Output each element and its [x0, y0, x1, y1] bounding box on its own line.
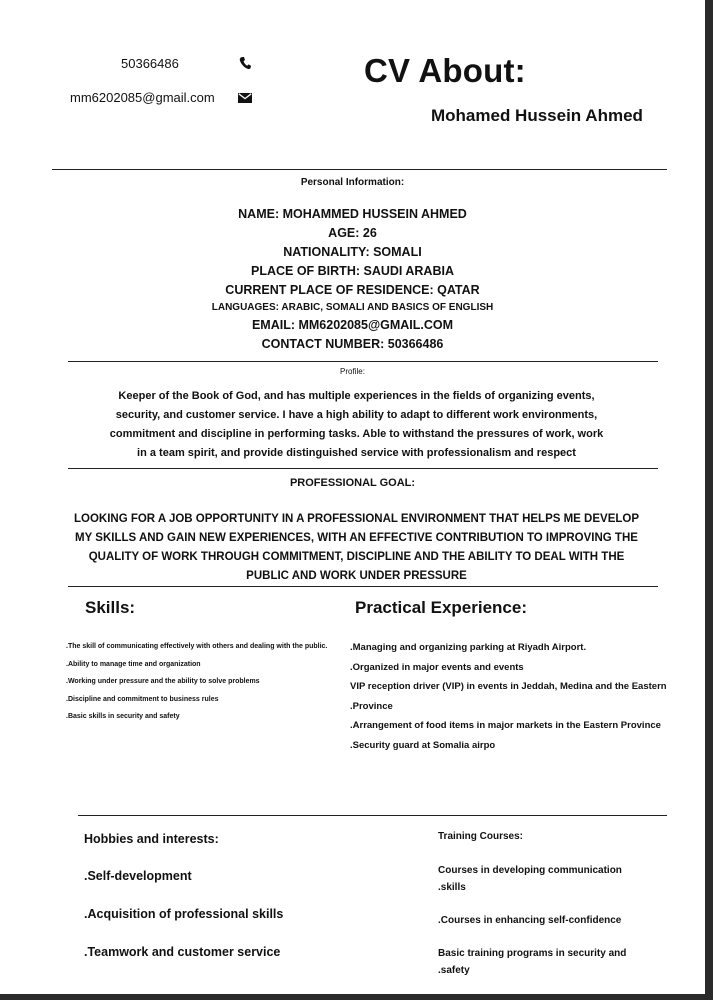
envelope-icon	[238, 93, 252, 103]
skills-list	[66, 638, 327, 726]
list-item: VIP reception driver (VIP) in events in Jeddah, Medina and the Eastern	[350, 681, 667, 692]
list-item: .Security guard at Somalia airpo	[350, 739, 496, 751]
personal-info-heading: Personal Information:	[300, 177, 405, 188]
list-item: .Discipline and commitment to business rules	[66, 695, 219, 703]
profile-heading: Profile:	[340, 367, 365, 376]
phone-number: 50366486	[121, 56, 179, 71]
goal-line: PUBLIC AND WORK UNDER PRESSURE	[246, 570, 467, 582]
list-item: .Courses in enhancing self-confidence	[438, 915, 622, 926]
goal-text	[0, 510, 705, 586]
list-item: .skills	[438, 882, 466, 893]
age-line: AGE: 26	[328, 226, 377, 240]
list-item: .Ability to manage time and organization	[66, 660, 201, 668]
list-item: .Teamwork and customer service	[84, 945, 281, 959]
training-list	[438, 862, 626, 979]
goal-line: QUALITY OF WORK THROUGH COMMITMENT, DISCIPLINE AND THE ABILITY TO DEAL WITH THE	[88, 551, 625, 563]
name-line: NAME: MOHAMMED HUSSEIN AHMED	[238, 207, 467, 221]
languages-line: LANGUAGES: ARABIC, SOMALI AND BASICS OF ENGLISH	[211, 302, 494, 313]
list-item: .Acquisition of professional skills	[84, 907, 284, 921]
list-item: .Basic skills in security and safety	[66, 713, 180, 720]
profile-text	[0, 387, 705, 463]
residence-line: CURRENT PLACE OF RESIDENCE: QATAR	[225, 283, 480, 297]
contact-line: CONTACT NUMBER: 50366486	[261, 337, 444, 351]
divider	[78, 815, 667, 816]
profile-line: security, and customer service. I have a high ability to adapt to different work environments,	[115, 409, 598, 421]
divider	[68, 361, 658, 362]
page-title: CV About:	[364, 52, 526, 89]
email-address: mm6202085@gmail.com	[70, 90, 215, 105]
goal-heading: PROFESSIONAL GOAL:	[289, 477, 416, 489]
nationality-line: NATIONALITY: SOMALI	[283, 245, 422, 259]
profile-line: Keeper of the Book of God, and has multiple experiences in the fields of organizing events,	[118, 390, 595, 402]
list-item: Courses in developing communication	[438, 865, 622, 876]
list-item: .Managing and organizing parking at Riyadh Airport.	[350, 642, 587, 653]
birth-line: PLACE OF BIRTH: SAUDI ARABIA	[250, 264, 454, 278]
experience-heading: Practical Experience:	[355, 598, 527, 617]
list-item: Basic training programs in security and	[438, 948, 627, 959]
list-item: .Self-development	[84, 869, 192, 883]
profile-line: commitment and discipline in performing tasks. Able to withstand the pressures of work, work	[109, 428, 604, 440]
training-heading: Training Courses:	[438, 831, 524, 842]
list-item: .Working under pressure and the ability to solve problems	[66, 678, 260, 685]
list-item: .Province	[350, 700, 393, 712]
goal-line: LOOKING FOR A JOB OPPORTUNITY IN A PROFESSIONAL ENVIRONMENT THAT HELPS ME DEVELOP	[73, 513, 640, 525]
skills-heading: Skills:	[85, 598, 136, 617]
hobbies-list	[84, 857, 283, 971]
list-item: .Arrangement of food items in major markets in the Eastern Province	[350, 720, 661, 731]
list-item: .The skill of communicating effectively with others and dealing with the public.	[66, 643, 328, 650]
divider	[68, 468, 658, 469]
list-item: .safety	[438, 965, 470, 976]
phone-icon	[239, 56, 251, 70]
personal-info-block	[0, 205, 705, 354]
hobbies-heading: Hobbies and interests:	[84, 832, 219, 846]
email-line: EMAIL: MM6202085@GMAIL.COM	[251, 318, 454, 332]
list-item: .Organized in major events and events	[350, 661, 524, 673]
profile-line: in a team spirit, and provide distinguished service with professionalism and respect	[137, 447, 576, 459]
divider	[68, 586, 658, 587]
experience-list	[350, 638, 667, 755]
applicant-name: Mohamed Hussein Ahmed	[431, 106, 643, 125]
goal-line: MY SKILLS AND GAIN NEW EXPERIENCES, WITH AN EFFECTIVE CONTRIBUTION TO IMPROVING THE	[75, 532, 638, 544]
divider	[52, 169, 667, 170]
